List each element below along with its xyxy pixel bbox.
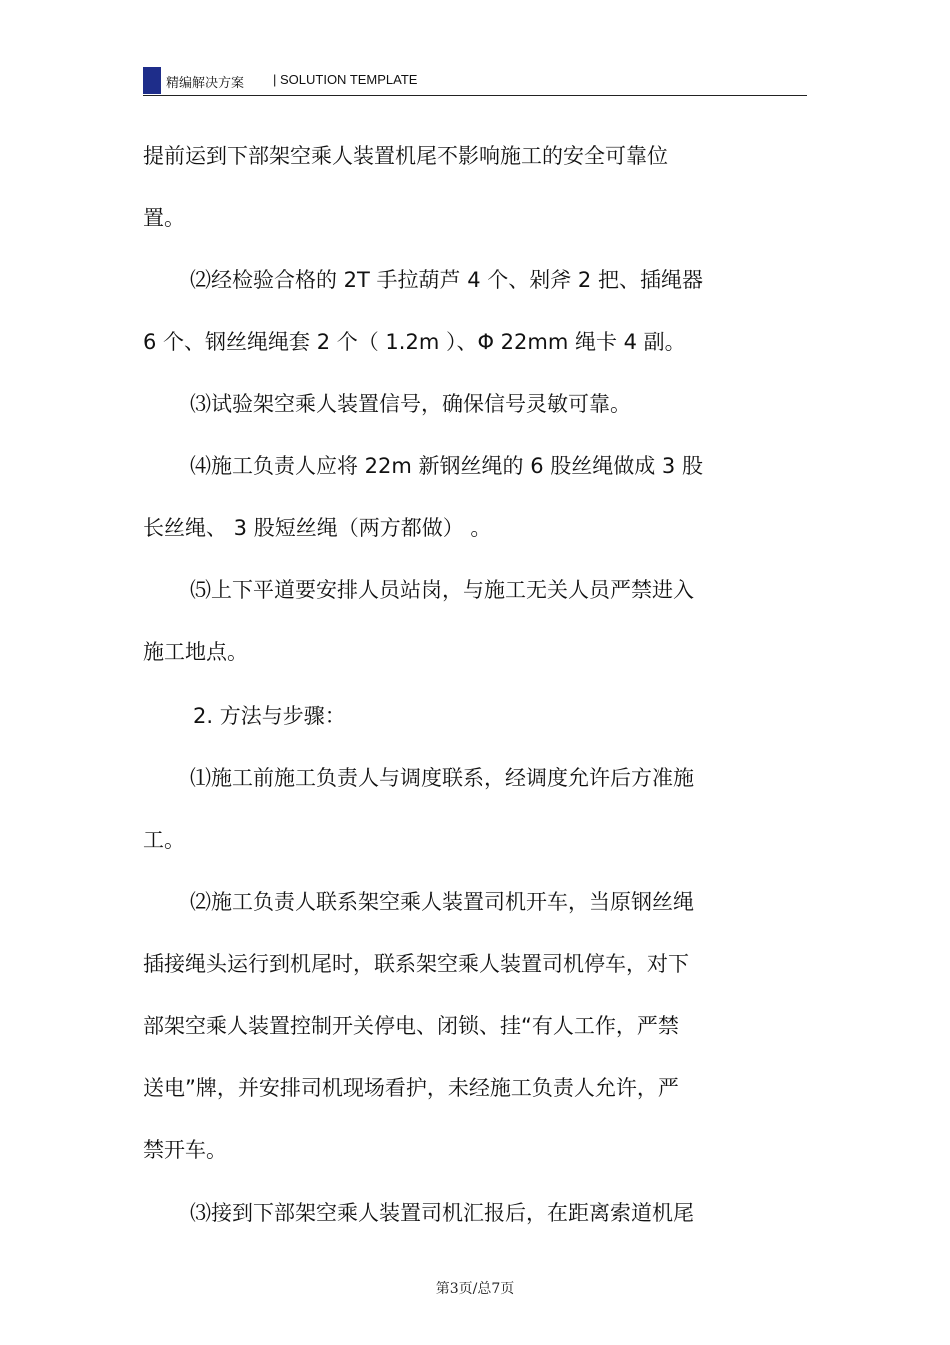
text-line: ⑵施工负责人联系架空乘人装置司机开车，当原钢丝绳 [190,890,694,914]
page-header [143,64,807,96]
text-line: ⑸上下平道要安排人员站岗，与施工无关人员严禁进入 [190,578,694,602]
header-title-cn: 精编解决方案 [166,76,245,91]
text-line: 禁开车。 [143,1138,227,1162]
logo-icon [143,67,161,94]
text-line: 置。 [143,206,185,230]
text-line: 6 个、钢丝绳绳套 2 个（ 1.2m ）、Φ 22mm 绳卡 4 副。 [143,330,686,354]
section-heading: 2. 方法与步骤： [193,704,346,728]
text-line: 长丝绳、 3 股短丝绳（两方都做） 。 [143,516,492,540]
text-line: ⑴施工前施工负责人与调度联系，经调度允许后方准施 [190,766,694,790]
text-line: 送电”牌，并安排司机现场看护，未经施工负责人允许，严 [143,1076,679,1100]
page-number: 第3页/总7页 [435,1281,515,1297]
text-line: ⑵经检验合格的 2T 手拉葫芦 4 个、剁斧 2 把、插绳器 [190,268,703,292]
text-line: ⑶试验架空乘人装置信号，确保信号灵敏可靠。 [190,392,631,416]
text-line: 提前运到下部架空乘人装置机尾不影响施工的安全可靠位 [143,144,668,168]
text-line: 部架空乘人装置控制开关停电、闭锁、挂“有人工作，严禁 [143,1014,679,1038]
text-line: ⑷施工负责人应将 22m 新钢丝绳的 6 股丝绳做成 3 股 [190,454,703,478]
text-line: 插接绳头运行到机尾时，联系架空乘人装置司机停车，对下 [143,952,689,976]
text-line: 施工地点。 [143,640,248,664]
header-divider [143,95,807,96]
text-line: 工。 [143,828,185,852]
header-title-en: | SOLUTION TEMPLATE [273,72,418,87]
text-line: ⑶接到下部架空乘人装置司机汇报后，在距离索道机尾 [190,1201,694,1225]
